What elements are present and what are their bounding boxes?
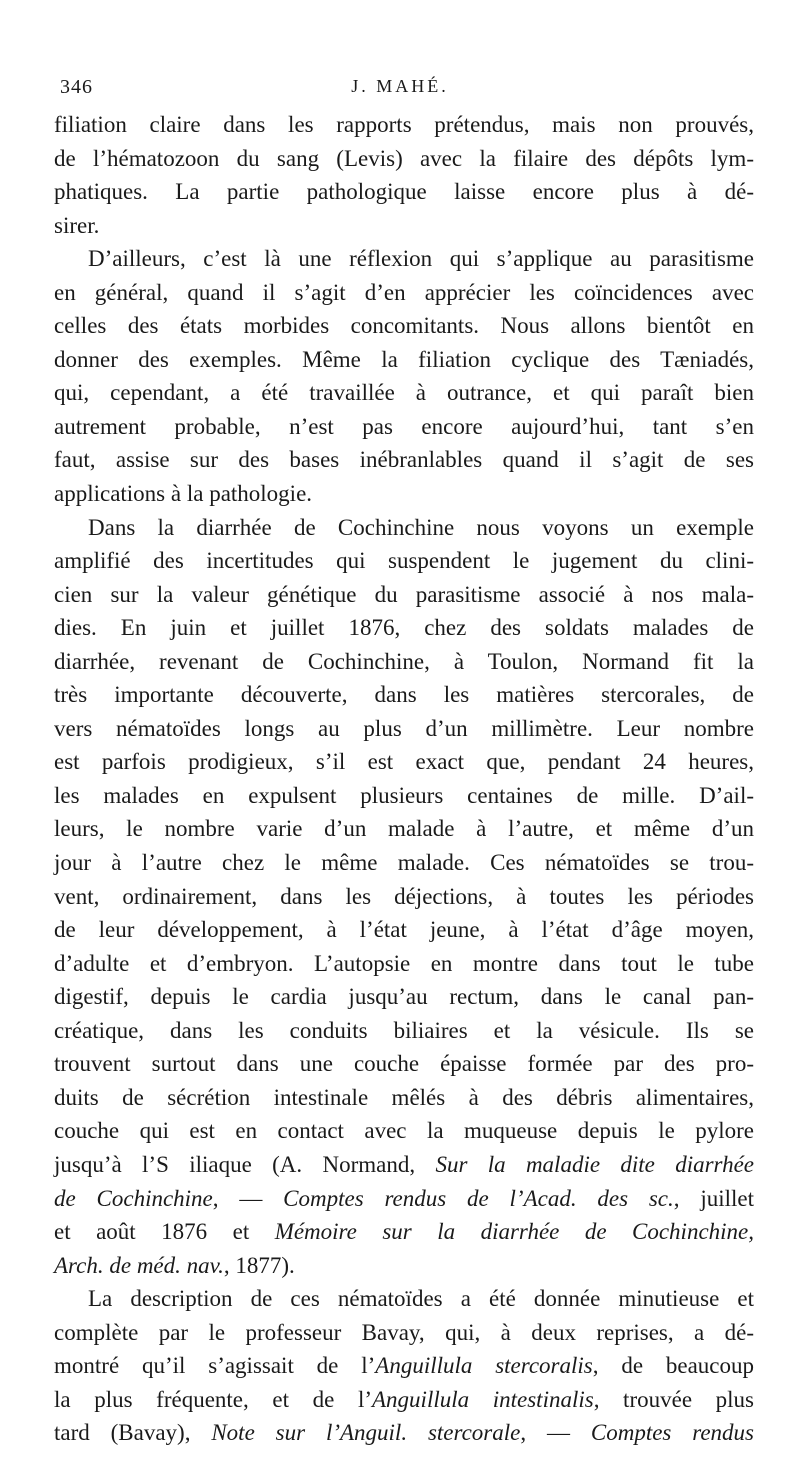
- text-line: [54, 678, 754, 712]
- text-span: couche qui est en contact avec la muqueuse depuis le pylore: [54, 1118, 754, 1144]
- text-span: vers nématoïdes longs au plus d’un millimètre. Leur nombre: [54, 715, 754, 741]
- text-span: La description de ces nématoïdes a été donnée minutieuse et: [88, 1286, 754, 1312]
- text-span: tard (Bavay),: [54, 1420, 212, 1446]
- text-line: [54, 1014, 754, 1048]
- italic-text: Note sur l’Anguil. stercorale: [211, 1420, 521, 1446]
- text-span: , 1877).: [223, 1252, 295, 1278]
- text-span: , —: [212, 1185, 284, 1211]
- italic-text: Comptes rendus de l’Acad. des sc.: [283, 1185, 674, 1211]
- text-span: , juillet: [673, 1185, 754, 1211]
- text-span: donner des exemples. Même la filiation cyclique des Tæniadés,: [54, 346, 754, 372]
- italic-text: Anguillula intestinalis: [372, 1386, 594, 1412]
- text-span: de l’hématozoon du sang (Levis) avec la filaire des dépôts lym-: [54, 145, 754, 171]
- text-span: vent, ordinairement, dans les déjections, à toutes les périodes: [54, 883, 754, 909]
- page-number: 346: [60, 76, 93, 98]
- text-span: , —: [520, 1420, 591, 1446]
- text-span: dies. En juin et juillet 1876, chez des soldats malades de: [54, 615, 754, 641]
- text-span: , de beaucoup: [592, 1353, 754, 1379]
- text-span: la plus fréquente, et de l’: [54, 1386, 372, 1412]
- text-span: trouvent surtout dans une couche épaisse formée par des pro-: [54, 1051, 754, 1077]
- text-line: [54, 376, 754, 410]
- text-line: [54, 443, 754, 477]
- text-span: qui, cependant, a été travaillée à outrance, et qui paraît bien: [54, 380, 754, 406]
- text-span: phatiques. La partie pathologique laisse encore plus à dé-: [54, 179, 754, 205]
- text-line: [54, 913, 754, 947]
- text-span: jusqu’à l’S iliaque (A. Normand,: [54, 1151, 436, 1177]
- text-span: autrement probable, n’est pas encore aujourd’hui, tant s’en: [54, 413, 754, 439]
- text-line: [54, 1148, 754, 1182]
- text-span: est parfois prodigieux, s’il est exact que, pendant 24 heures,: [54, 749, 754, 775]
- text-line: [54, 980, 754, 1014]
- text-span: les malades en expulsent plusieurs centaines de mille. D’ail-: [54, 782, 754, 808]
- text-line: [54, 745, 754, 779]
- text-span: D’ailleurs, c’est là une réflexion qui s’applique au parasitisme: [88, 246, 754, 272]
- text-span: complète par le professeur Bavay, qui, à deux reprises, a dé-: [54, 1319, 754, 1345]
- text-span: faut, assise sur des bases inébranlables quand il s’agit de ses: [54, 447, 754, 473]
- text-span: de leur développement, à l’état jeune, à l’état d’âge moyen,: [54, 917, 754, 943]
- text-line: [54, 779, 754, 813]
- text-line: [54, 1081, 754, 1115]
- text-line: [54, 544, 754, 578]
- text-line: [54, 276, 754, 310]
- running-head: J. MAHÉ.: [351, 76, 449, 96]
- text-line: [54, 645, 754, 679]
- text-span: applications à la pathologie.: [54, 481, 313, 507]
- text-span: et août 1876 et: [54, 1219, 275, 1245]
- text-line: [54, 1316, 754, 1350]
- text-line: [54, 812, 754, 846]
- text-line: [54, 1249, 754, 1283]
- text-line: [54, 175, 754, 209]
- body-text: [54, 108, 754, 1450]
- text-line: [54, 142, 754, 176]
- text-line: [54, 611, 754, 645]
- italic-text: Comptes rendus: [590, 1420, 755, 1446]
- text-line: [54, 1282, 754, 1316]
- text-span: en général, quand il s’agit d’en apprécier les coïncidences avec: [54, 279, 754, 305]
- text-span: d’adulte et d’embryon. L’autopsie en montre dans tout le tube: [54, 950, 754, 976]
- text-line: [54, 410, 754, 444]
- text-span: sirer.: [54, 212, 100, 238]
- text-span: , trouvée plus: [593, 1386, 754, 1412]
- text-line: [54, 1047, 754, 1081]
- text-line: [54, 309, 754, 343]
- text-line: [54, 880, 754, 914]
- text-span: Dans la diarrhée de Cochinchine nous voyons un exemple: [88, 514, 754, 540]
- text-span: celles des états morbides concomitants. Nous allons bientôt en: [54, 313, 754, 339]
- text-line: [54, 578, 754, 612]
- text-line: [54, 477, 754, 511]
- text-line: [54, 1349, 754, 1383]
- text-span: cien sur la valeur génétique du parasitisme associé à nos mala-: [54, 581, 754, 607]
- text-span: montré qu’il s’agissait de l’: [54, 1353, 376, 1379]
- text-line: [54, 242, 754, 276]
- text-line: [54, 343, 754, 377]
- text-span: leurs, le nombre varie d’un malade à l’autre, et même d’un: [54, 816, 754, 842]
- text-span: diarrhée, revenant de Cochinchine, à Toulon, Normand fit la: [54, 648, 754, 674]
- text-span: jour à l’autre chez le même malade. Ces nématoïdes se trou-: [54, 850, 754, 876]
- text-line: [54, 947, 754, 981]
- text-span: filiation claire dans les rapports prétendus, mais non prouvés,: [54, 112, 754, 137]
- text-line: [54, 1416, 754, 1450]
- text-span: amplifié des incertitudes qui suspendent le jugement du clini-: [54, 548, 754, 574]
- italic-text: Mémoire sur la diarrhée de Cochinchine,: [274, 1219, 755, 1245]
- text-line: [54, 712, 754, 746]
- text-span: très importante découverte, dans les matières stercorales, de: [54, 682, 754, 708]
- text-line: [54, 209, 754, 243]
- italic-text: Arch. de méd. nav.: [54, 1252, 224, 1278]
- text-span: créatique, dans les conduits biliaires et la vésicule. Ils se: [54, 1017, 754, 1043]
- italic-text: de Cochinchine: [54, 1185, 213, 1211]
- text-line: [54, 1215, 754, 1249]
- page-header: [52, 72, 748, 102]
- text-line: [54, 108, 754, 142]
- text-span: duits de sécrétion intestinale mêlés à des débris alimentaires,: [54, 1084, 754, 1110]
- italic-text: Sur la maladie dite diarrhée: [435, 1151, 754, 1177]
- text-line: [54, 846, 754, 880]
- text-line: [54, 1182, 754, 1216]
- text-line: [54, 1114, 754, 1148]
- italic-text: Anguillula stercoralis: [375, 1353, 593, 1379]
- text-line: [54, 511, 754, 545]
- text-span: digestif, depuis le cardia jusqu’au rectum, dans le canal pan-: [54, 984, 754, 1010]
- text-line: [54, 1383, 754, 1417]
